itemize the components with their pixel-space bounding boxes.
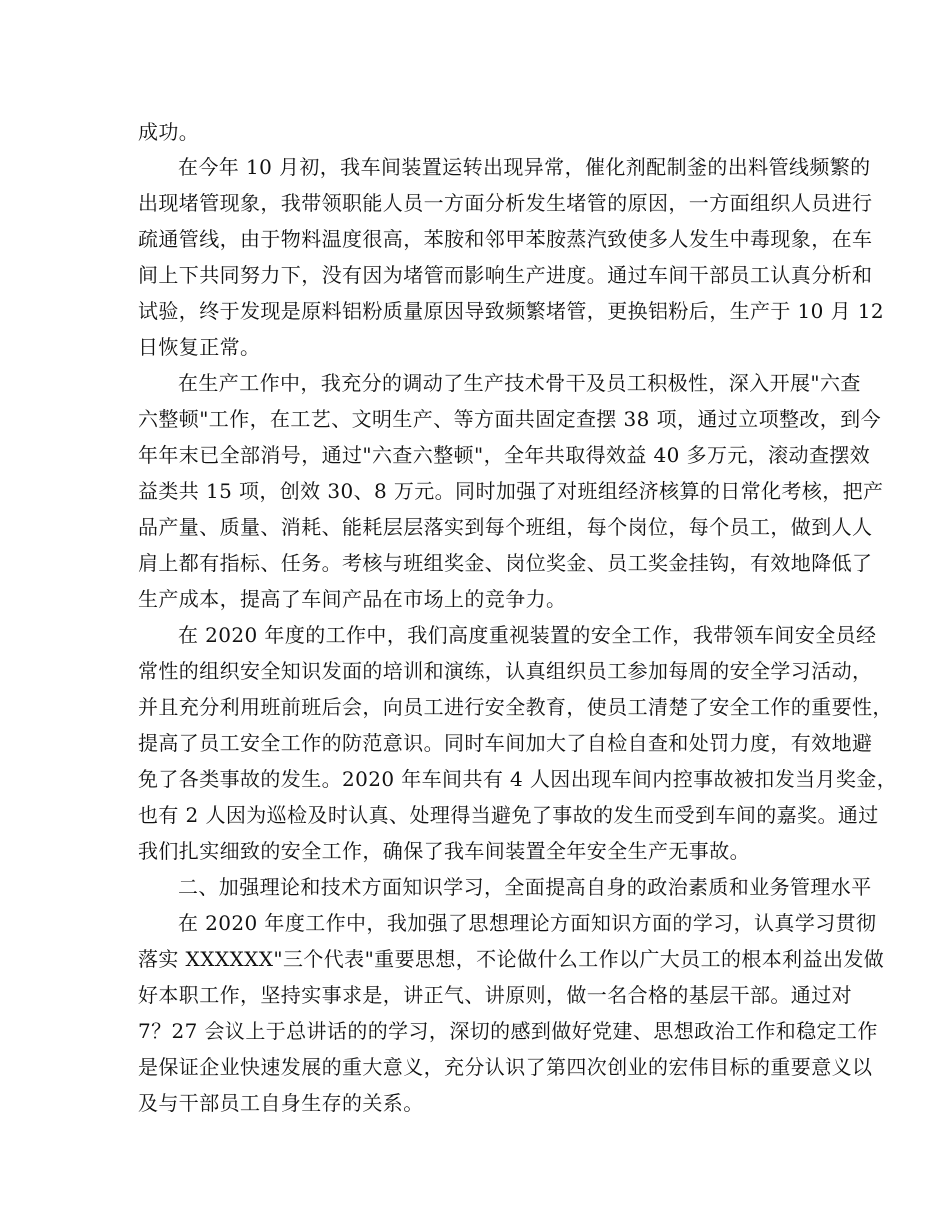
text-line: 落实 XXXXXX"三个代表"重要思想，不论做什么工作以广大员工的根本利益出发做	[138, 947, 885, 971]
text-line: 我们扎实细致的安全工作，确保了我车间装置全年安全生产无事故。	[138, 839, 750, 863]
text-line: 提高了员工安全工作的防范意识。同时车间加大了自检自查和处罚力度，有效地避	[138, 731, 873, 755]
text-line: 好本职工作，坚持实事求是，讲正气、讲原则，做一名合格的基层干部。通过对	[138, 983, 852, 1007]
text-line: 也有 2 人因为巡检及时认真、处理得当避免了事故的发生而受到车间的嘉奖。通过	[138, 803, 879, 827]
paragraph-line: 在 2020 年度工作中，我加强了思想理论方面知识方面的学习，认真学习贯彻	[178, 911, 877, 935]
text-line: 出现堵管现象，我带领职能人员一方面分析发生堵管的原因，一方面组织人员进行	[138, 191, 873, 215]
text-line: 年年末已全部消号，通过"六查六整顿"，全年共取得效益 40 多万元，滚动查摆效	[138, 443, 871, 467]
text-line: 及与干部员工自身生存的关系。	[138, 1091, 424, 1115]
text-line: 肩上都有指标、任务。考核与班组奖金、岗位奖金、员工奖金挂钩，有效地降低了	[138, 551, 873, 575]
text-line: 六整顿"工作，在工艺、文明生产、等方面共固定查摆 38 项，通过立项整改，到今	[138, 407, 881, 431]
text-line: 并且充分利用班前班后会，向员工进行安全教育，使员工清楚了安全工作的重要性，	[138, 695, 893, 719]
text-line: 生产成本，提高了车间产品在市场上的竞争力。	[138, 587, 567, 611]
paragraph-line: 在生产工作中，我充分的调动了生产技术骨干及员工积极性，深入开展"六查	[178, 371, 861, 395]
text-line: 成功。	[138, 120, 200, 144]
text-line: 试验，终于发现是原料铝粉质量原因导致频繁堵管，更换铝粉后，生产于 10 月 12	[138, 299, 884, 323]
text-line: 益类共 15 项，创效 30、8 万元。同时加强了对班组经济核算的日常化考核，把产	[138, 479, 884, 503]
paragraph-line: 在 2020 年度的工作中，我们高度重视装置的安全工作，我带领车间安全员经	[178, 623, 877, 647]
text-line: 7？27 会议上于总讲话的的学习，深切的感到做好党建、思想政治工作和稳定工作	[138, 1019, 878, 1043]
text-line: 是保证企业快速发展的重大意义，充分认识了第四次创业的宏伟目标的重要意义以	[138, 1055, 873, 1079]
section-heading: 二、加强理论和技术方面知识学习，全面提高自身的政治素质和业务管理水平	[178, 875, 872, 899]
text-line: 品产量、质量、消耗、能耗层层落实到每个班组，每个岗位，每个员工，做到人人	[138, 515, 873, 539]
paragraph-line: 在今年 10 月初，我车间装置运转出现异常，催化剂配制釜的出料管线频繁的	[178, 155, 871, 179]
text-line: 间上下共同努力下，没有因为堵管而影响生产进度。通过车间干部员工认真分析和	[138, 263, 873, 287]
text-line: 日恢复正常。	[138, 335, 261, 359]
text-line: 免了各类事故的发生。2020 年车间共有 4 人因出现车间内控事故被扣发当月奖金，	[138, 767, 898, 791]
text-line: 疏通管线，由于物料温度很高，苯胺和邻甲苯胺蒸汽致使多人发生中毒现象，在车	[138, 227, 873, 251]
text-line: 常性的组织安全知识发面的培训和演练，认真组织员工参加每周的安全学习活动，	[138, 659, 873, 683]
